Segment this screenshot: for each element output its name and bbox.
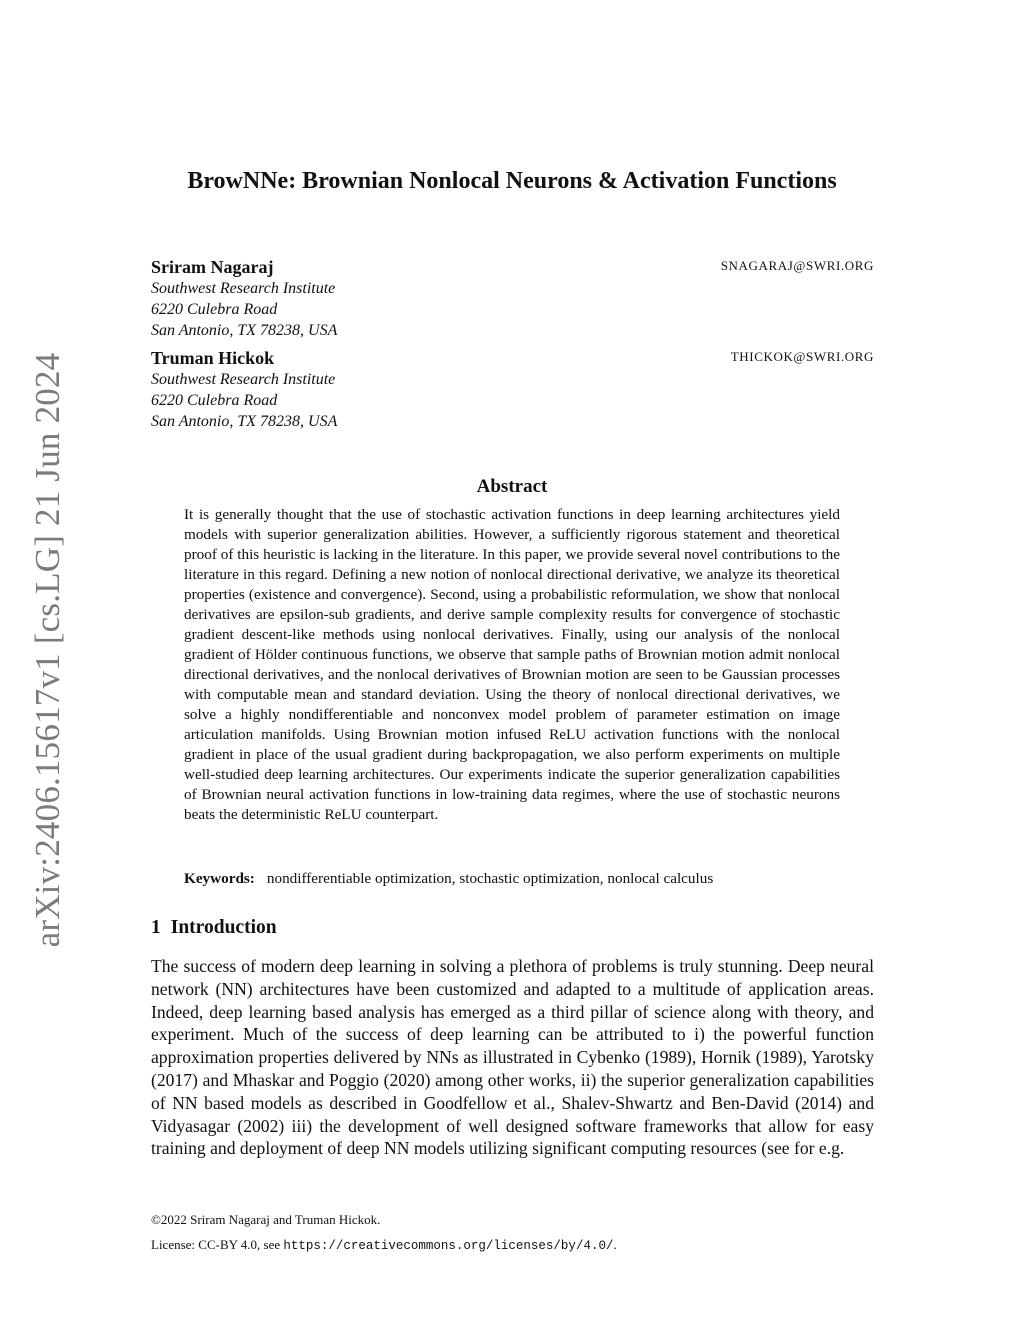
abstract-body: It is generally thought that the use of stochastic activation functions in deep learning architectures yield models with superior generalization abilities. However, a sufficiently rigorous statement and theoretical proof of this heuristic is lacking in the literature. In this paper, we provide several novel contributions to the literature in this regard. Defining a new notion of nonlocal directional derivative, we analyze its theoretical properties (existence and convergence). Second, using a probabilistic reformulation, we show that nonlocal derivatives are epsilon-sub gradients, and derive sample complexity results for convergence of stochastic gradient descent-like methods using nonlocal derivatives. Finally, using our analysis of the nonlocal gradient of Hölder continuous functions, we observe that sample paths of Brownian motion admit nonlocal directional derivatives, and the nonlocal derivatives of Brownian motion are seen to be Gaussian processes with computable mean and standard deviation. Using the theory of nonlocal directional derivatives, we solve a highly nondifferentiable and nonconvex model problem of parameter estimation on image articulation manifolds. Using Brownian motion infused ReLU activation functions with the nonlocal gradient in place of the usual gradient during backpropagation, we also perform experiments on multiple well-studied deep learning architectures. Our experiments indicate the superior generalization capabilities of Brownian neural activation functions in low-training data regimes, where the use of stochastic neurons beats the deterministic ReLU counterpart. xyxy=(184,506,840,823)
license-link[interactable]: https://creativecommons.org/licenses/by/4.0/ xyxy=(283,1239,614,1253)
author-affiliation: Southwest Research Institute xyxy=(151,280,336,297)
keywords-label: Keywords: xyxy=(184,870,255,887)
author-city: San Antonio, TX 78238, USA xyxy=(151,413,338,430)
section-heading xyxy=(151,917,277,939)
section-number: 1 xyxy=(151,917,161,938)
license-text: License: CC-BY 4.0, see xyxy=(151,1237,284,1252)
author-affiliation: Southwest Research Institute xyxy=(151,371,336,388)
section-title: Introduction xyxy=(170,917,277,938)
arxiv-identifier: arXiv:2406.15617v1 [cs.LG] 21 Jun 2024 xyxy=(28,352,67,948)
introduction-paragraph: The success of modern deep learning in solving a plethora of problems is truly stunning. Deep neural network (NN) architectures have been customized and adapted to a multitude of application areas. Indeed, deep learning based analysis has emerged as a third pillar of science along with theory, and experiment. Much of the success of deep learning can be attributed to i) the powerful function approximation properties delivered by NNs as illustrated in Cybenko (1989), Hornik (1989), Yarotsky (2017) and Mhaskar and Poggio (2020) among other works, ii) the superior generalization capabilities of NN based models as described in Goodfellow et al., Shalev-Shwartz and Ben-David (2014) and Vidyasagar (2002) iii) the development of well designed software frameworks that allow for easy training and deployment of deep NN models utilizing significant computing resources (see for e.g. xyxy=(151,956,874,1159)
author-address: 6220 Culebra Road xyxy=(151,301,278,318)
footer-license xyxy=(151,1237,617,1253)
author-email[interactable]: SNAGARAJ@SWRI.ORG xyxy=(720,258,874,273)
author-block-1 xyxy=(151,256,874,341)
footer-copyright: ©2022 Sriram Nagaraj and Truman Hickok. xyxy=(151,1212,381,1227)
keywords-list: nondifferentiable optimization, stochastic optimization, nonlocal calculus xyxy=(266,870,714,887)
author-address: 6220 Culebra Road xyxy=(151,392,278,409)
abstract-heading: Abstract xyxy=(476,476,548,497)
author-name: Sriram Nagaraj xyxy=(151,257,274,277)
license-suffix: . xyxy=(613,1237,617,1252)
author-name: Truman Hickok xyxy=(151,348,275,368)
author-city: San Antonio, TX 78238, USA xyxy=(151,322,338,339)
author-block-2 xyxy=(151,347,874,432)
paper-title: BrowNNe: Brownian Nonlocal Neurons & Activation Functions xyxy=(187,168,837,194)
keywords xyxy=(184,869,840,889)
author-email[interactable]: THICKOK@SWRI.ORG xyxy=(730,349,874,364)
